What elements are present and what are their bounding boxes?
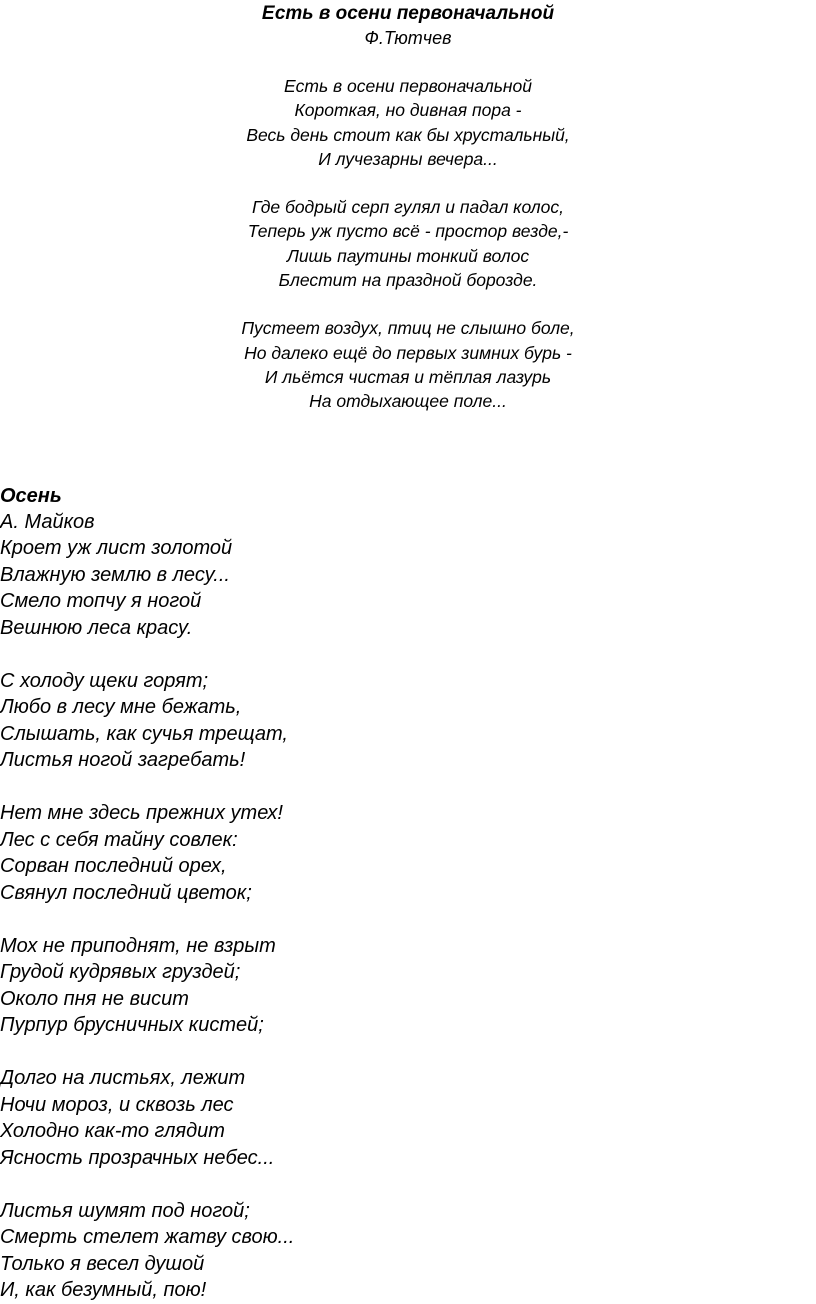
poem-line: Ясность прозрачных небес... (0, 1146, 275, 1169)
poem-line: Смело топчу я ногой (0, 590, 202, 612)
stanza (0, 316, 816, 413)
poem-title: Есть в осени первоначальной (261, 3, 555, 24)
stanza (0, 800, 816, 906)
poem-line: На отдыхающее поле... (309, 391, 507, 412)
poem-line: С холоду щеки горят; (0, 669, 209, 692)
stanza (0, 195, 816, 292)
poem-line: Грудой кудрявых груздей; (0, 961, 241, 983)
poem-line: Мох не приподнят, не взрыт (0, 934, 276, 957)
poem-line: Сорван последний орех, (0, 855, 227, 877)
stanza (0, 1065, 816, 1171)
poem-line: Вешнюю леса красу. (0, 616, 193, 639)
poem-line: Короткая, но дивная пора - (294, 100, 522, 121)
poem-line: И лучезарны вечера... (318, 148, 498, 169)
poem-line: Холодно как-то глядит (0, 1120, 225, 1142)
poem-line: Любо в лесу мне бежать, (0, 696, 242, 718)
stanza (0, 74, 816, 171)
poem-line: Смерть стелет жатву свою... (0, 1226, 295, 1248)
poem-author: Ф.Тютчев (364, 28, 452, 48)
poem-line: И, как безумный, пою! (0, 1279, 207, 1301)
poem-maikov (0, 483, 816, 1304)
poem-line: Долго на листьях, лежит (0, 1067, 246, 1089)
poem-line: Лишь паутины тонкий волос (286, 245, 530, 266)
poem-line: Теперь уж пусто всё - простор везде,- (247, 221, 569, 242)
stanza (0, 668, 816, 774)
poem-line: Листья ногой загребать! (0, 749, 246, 771)
poem-line: Влажную землю в лесу... (0, 563, 230, 586)
poem-line: Около пня не висит (0, 987, 189, 1010)
poem-line: Листья шумят под ногой; (0, 1199, 250, 1222)
poem-author: А. Майков (0, 511, 95, 533)
poem-line: Ночи мороз, и сквозь лес (0, 1093, 234, 1116)
stanza (0, 535, 816, 641)
poem-line: Нет мне здесь прежних утех! (0, 802, 283, 824)
poem-line: Где бодрый серп гулял и падал колос, (251, 197, 565, 218)
stanza (0, 1198, 816, 1304)
poem-line: Лес с себя тайну совлек: (0, 828, 238, 851)
poem-line: Пурпур брусничных кистей; (0, 1014, 264, 1036)
poem-line: Весь день стоит как бы хрустальный, (246, 124, 570, 145)
poem-line: Кроет уж лист золотой (0, 537, 233, 559)
poem-title: Осень (0, 485, 62, 507)
poem-line: Блестит на праздной борозде. (278, 270, 538, 291)
stanza (0, 933, 816, 1039)
poem-line: Свянул последний цветок; (0, 881, 252, 904)
poem-line: Но далеко ещё до первых зимних бурь - (244, 342, 572, 363)
poem-line: Есть в осени первоначальной (283, 76, 533, 96)
poem-tyutchev (0, 0, 816, 414)
poem-line: Пустеет воздух, птиц не слышно боле, (241, 318, 575, 339)
poem-line: Слышать, как сучья трещат, (0, 722, 288, 745)
poem-line: И льётся чистая и тёплая лазурь (264, 366, 552, 387)
poem-line: Только я весел душой (0, 1252, 205, 1275)
